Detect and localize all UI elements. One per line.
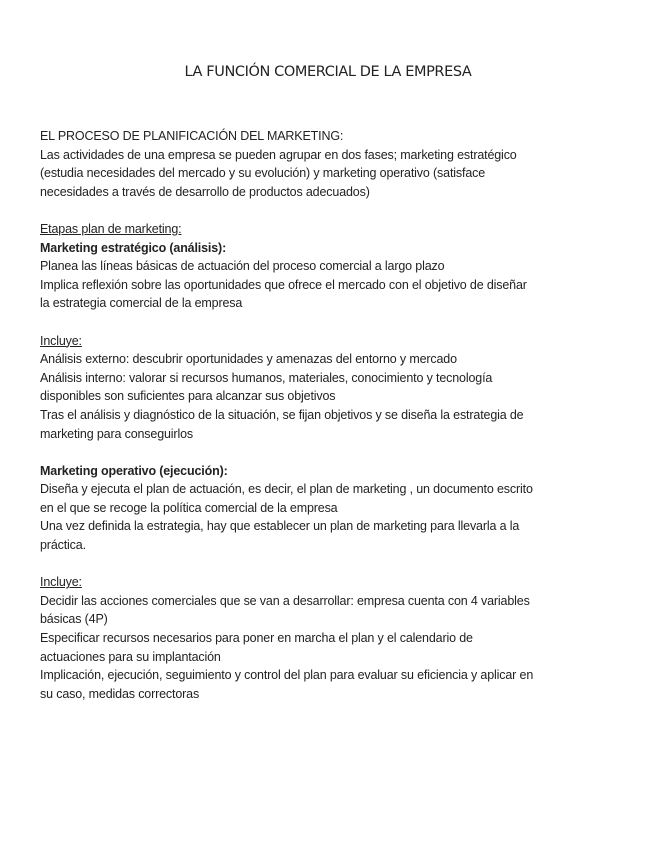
paragraph-line: Planea las líneas básicas de actuación del proceso comercial a largo plazo: [40, 259, 445, 274]
paragraph-line: en el que se recoge la política comercial de la empresa: [40, 500, 338, 515]
spacer: [40, 313, 620, 332]
paragraph-line: la estrategia comercial de la empresa: [40, 296, 243, 311]
paragraph-line: Implica reflexión sobre las oportunidades que ofrece el mercado con el objetivo de diseñar: [40, 277, 527, 292]
list-line: Especificar recursos necesarios para poner en marcha el plan y el calendario de: [40, 631, 473, 646]
section-heading-etapas: Etapas plan de marketing:: [40, 221, 182, 236]
list-line: marketing para conseguirlos: [40, 426, 193, 441]
list-line: básicas (4P): [40, 612, 108, 627]
list-line: Análisis interno: valorar si recursos humanos, materiales, conocimiento y tecnología: [40, 370, 493, 385]
list-line: actuaciones para su implantación: [40, 649, 221, 664]
list-line: su caso, medidas correctoras: [40, 686, 200, 701]
incluye-heading-operativo: Incluye:: [40, 575, 82, 590]
paragraph-line: Una vez definida la estrategia, hay que establecer un plan de marketing para llevarla a la: [40, 519, 520, 534]
section-heading-planificacion: EL PROCESO DE PLANIFICACIÓN DEL MARKETING:: [40, 129, 344, 143]
list-line: disponibles son suficientes para alcanzar sus objetivos: [40, 389, 336, 404]
incluye-heading-estrategico: Incluye:: [40, 333, 82, 348]
list-line: Análisis externo: descubrir oportunidades y amenazas del entorno y mercado: [40, 352, 457, 367]
paragraph-line: práctica.: [40, 538, 86, 553]
spacer: [40, 555, 620, 574]
list-line: Implicación, ejecución, seguimiento y control del plan para evaluar su eficiencia y aplicar en: [40, 668, 534, 683]
list-line: Decidir las acciones comerciales que se van a desarrollar: empresa cuenta con 4 variables: [40, 593, 530, 608]
paragraph-line: Las actividades de una empresa se pueden agrupar en dos fases; marketing estratégico: [40, 147, 517, 162]
page-title: LA FUNCIÓN COMERCIAL DE LA EMPRESA: [184, 64, 472, 80]
paragraph-line: (estudia necesidades del mercado y su evolución) y marketing operativo (satisface: [40, 166, 486, 181]
list-line: Tras el análisis y diagnóstico de la situación, se fijan objetivos y se diseña la estrategia de: [40, 407, 524, 422]
paragraph-line: necesidades a través de desarrollo de productos adecuados): [40, 184, 370, 199]
subheading-marketing-estrategico: Marketing estratégico (análisis):: [40, 240, 227, 255]
spacer: [40, 201, 620, 220]
document-body: [40, 127, 620, 703]
subheading-marketing-operativo: Marketing operativo (ejecución):: [40, 463, 228, 478]
spacer: [40, 443, 620, 462]
paragraph-line: Diseña y ejecuta el plan de actuación, es decir, el plan de marketing , un documento escrito: [40, 482, 533, 497]
